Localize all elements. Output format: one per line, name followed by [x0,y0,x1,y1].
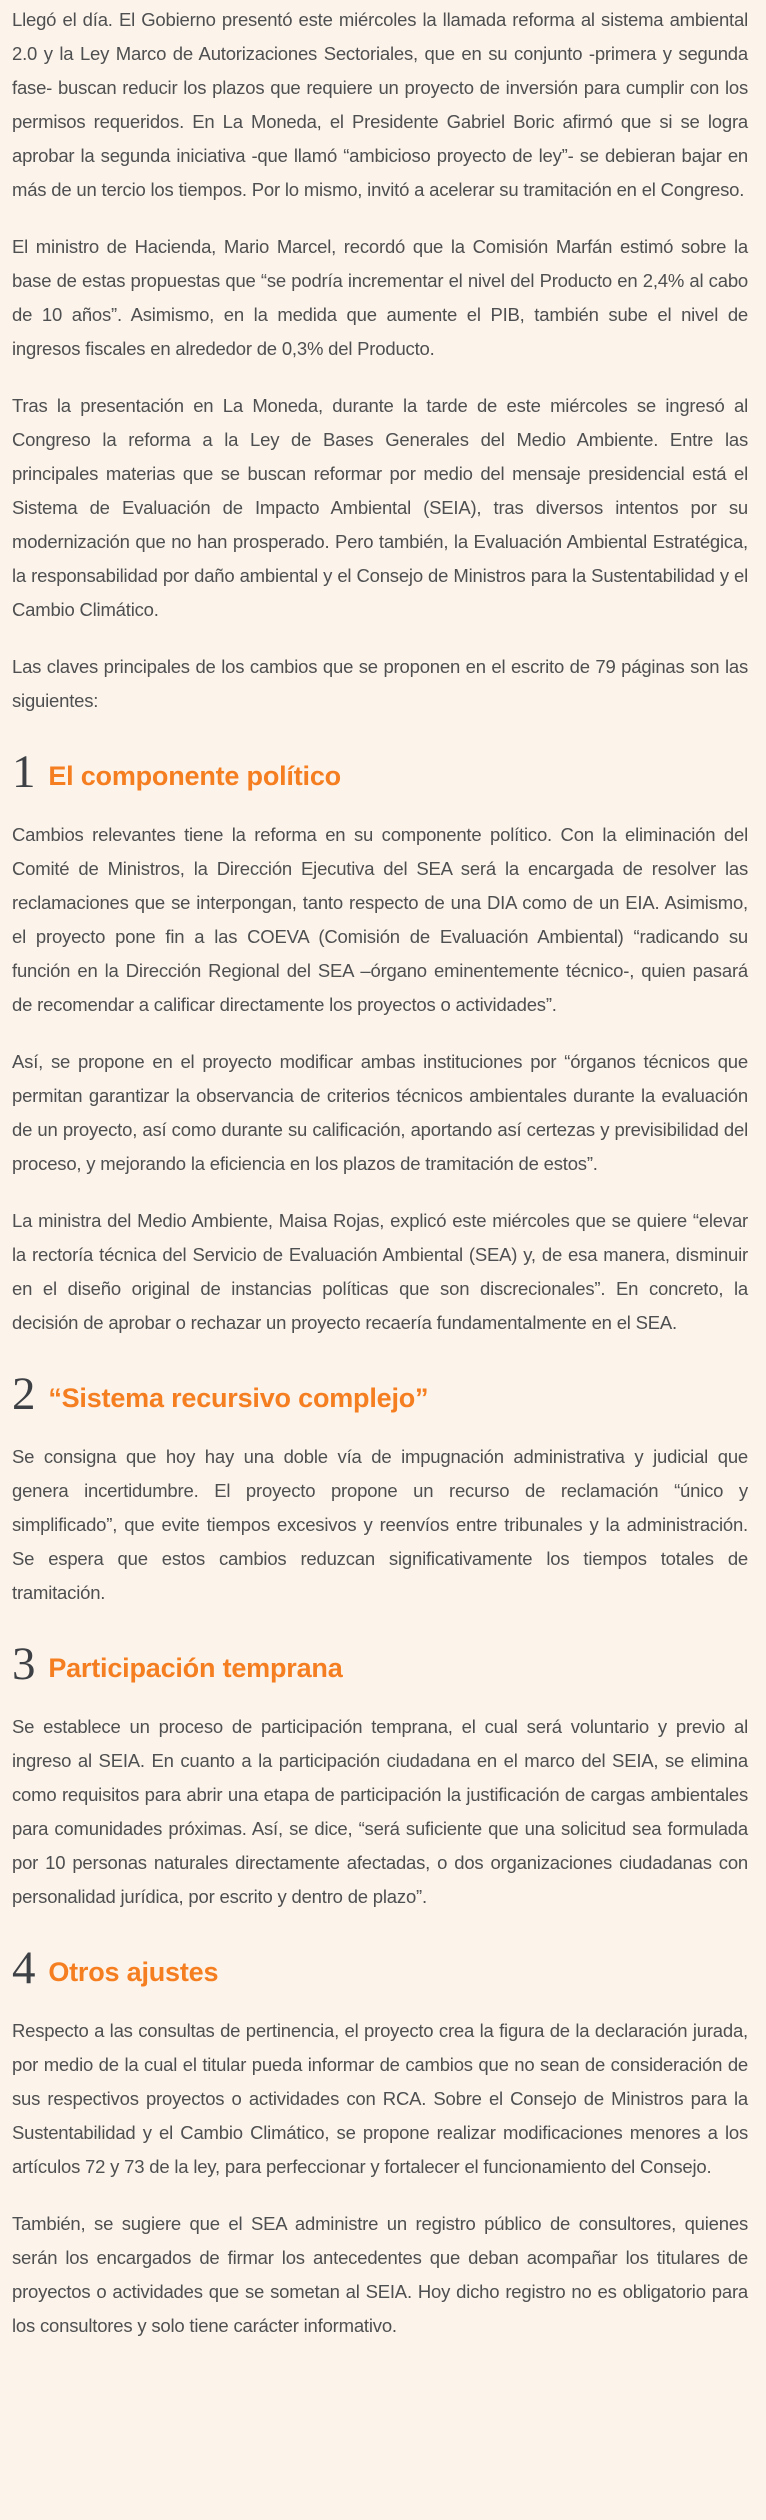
article-paragraph: El ministro de Hacienda, Mario Marcel, recordó que la Comisión Marfán estimó sobre la base de estas propuestas que “se podría incrementar el nivel del Producto en 2,4% al cabo de 10 años”. Asimismo, en la medida que aumente el PIB, también sube el nivel de ingresos fiscales en alrededor de 0,3% del Producto. [12,236,748,359]
section-title: “Sistema recursivo complejo” [48,1383,429,1413]
section-title: El componente político [48,761,341,791]
article-paragraph: Se establece un proceso de participación temprana, el cual será voluntario y previo al ingreso al SEIA. En cuanto a la participación ciudadana en el marco del SEIA, se elimina como requisitos para abrir una etapa de participación la justificación de cargas ambientales para comunidades próximas. Así, se dice, “será suficiente que una solicitud sea formulada por 10 personas naturales directamente afectadas, o dos organizaciones ciudadanas con personalidad jurídica, por escrito y dentro de plazo”. [12,1716,748,1907]
article-paragraph: También, se sugiere que el SEA administre un registro público de consultores, quienes serán los encargados de firmar los antecedentes que deban acompañar los titulares de proyectos o actividades que se sometan al SEIA. Hoy dicho registro no es obligatorio para los consultores y solo tiene carácter informativo. [12,2213,748,2336]
article-paragraph: Cambios relevantes tiene la reforma en su componente político. Con la eliminación del Comité de Ministros, la Dirección Ejecutiva del SEA será la encargada de resolver las reclamaciones que se interpongan, tanto respecto de una DIA como de un EIA. Asimismo, el proyecto pone fin a las COEVA (Comisión de Evaluación Ambiental) “radicando su función en la Dirección Regional del SEA –órgano eminentemente técnico-, quien pasará de recomendar a calificar directamente los proyectos o actividades”. [12,824,748,1015]
section-1-heading [12,746,748,798]
article-paragraph: Así, se propone en el proyecto modificar ambas instituciones por “órganos técnicos que permitan garantizar la observancia de criterios técnicos ambientales durante la evaluación de un proyecto, así como durante su calificación, aportando así certezas y previsibilidad del proceso, y mejorando la eficiencia en los plazos de tramitación de estos”. [12,1051,748,1174]
section-2-heading [12,1368,748,1420]
section-number: 3 [12,1638,36,1690]
article-paragraph: Respecto a las consultas de pertinencia, el proyecto crea la figura de la declaración jurada, por medio de la cual el titular pueda informar de cambios que no sean de consideración de sus respectivos proyectos o actividades con RCA. Sobre el Consejo de Ministros para la Sustentabilidad y el Cambio Climático, se propone realizar modificaciones menores a los artículos 72 y 73 de la ley, para perfeccionar y fortalecer el funcionamiento del Consejo. [12,2020,748,2177]
section-3-heading [12,1638,748,1690]
article-paragraph: La ministra del Medio Ambiente, Maisa Rojas, explicó este miércoles que se quiere “elevar la rectoría técnica del Servicio de Evaluación Ambiental (SEA) y, de esa manera, disminuir en el diseño original de instancias políticas que son discrecionales”. En concreto, la decisión de aprobar o rechazar un proyecto recaería fundamentalmente en el SEA. [12,1210,748,1333]
article-paragraph: Se consigna que hoy hay una doble vía de impugnación administrativa y judicial que genera incertidumbre. El proyecto propone un recurso de reclamación “único y simplificado”, que evite tiempos excesivos y reenvíos entre tribunales y la administración. Se espera que estos cambios reduzcan significativamente los tiempos totales de tramitación. [12,1446,748,1603]
section-4-heading [12,1942,748,1994]
article-paragraph: Llegó el día. El Gobierno presentó este miércoles la llamada reforma al sistema ambiental 2.0 y la Ley Marco de Autorizaciones Sectoriales, que en su conjunto -primera y segunda fase- buscan reducir los plazos que requiere un proyecto de inversión para cumplir con los permisos requeridos. En La Moneda, el Presidente Gabriel Boric afirmó que si se logra aprobar la segunda iniciativa -que llamó “ambicioso proyecto de ley”- se debieran bajar en más de un tercio los tiempos. Por lo mismo, invitó a acelerar su tramitación en el Congreso. [12,9,748,200]
article-paragraph: Tras la presentación en La Moneda, durante la tarde de este miércoles se ingresó al Congreso la reforma a la Ley de Bases Generales del Medio Ambiente. Entre las principales materias que se buscan reformar por medio del mensaje presidencial está el Sistema de Evaluación de Impacto Ambiental (SEIA), tras diversos intentos por su modernización que no han prosperado. Pero también, la Evaluación Ambiental Estratégica, la responsabilidad por daño ambiental y el Consejo de Ministros para la Sustentabilidad y el Cambio Climático. [12,395,748,620]
section-title: Otros ajustes [48,1957,219,1987]
section-number: 4 [12,1942,36,1994]
section-title: Participación temprana [48,1653,343,1683]
article-paragraph: Las claves principales de los cambios que se proponen en el escrito de 79 páginas son las siguientes: [12,656,748,711]
section-number: 1 [12,746,36,798]
section-number: 2 [12,1368,36,1420]
